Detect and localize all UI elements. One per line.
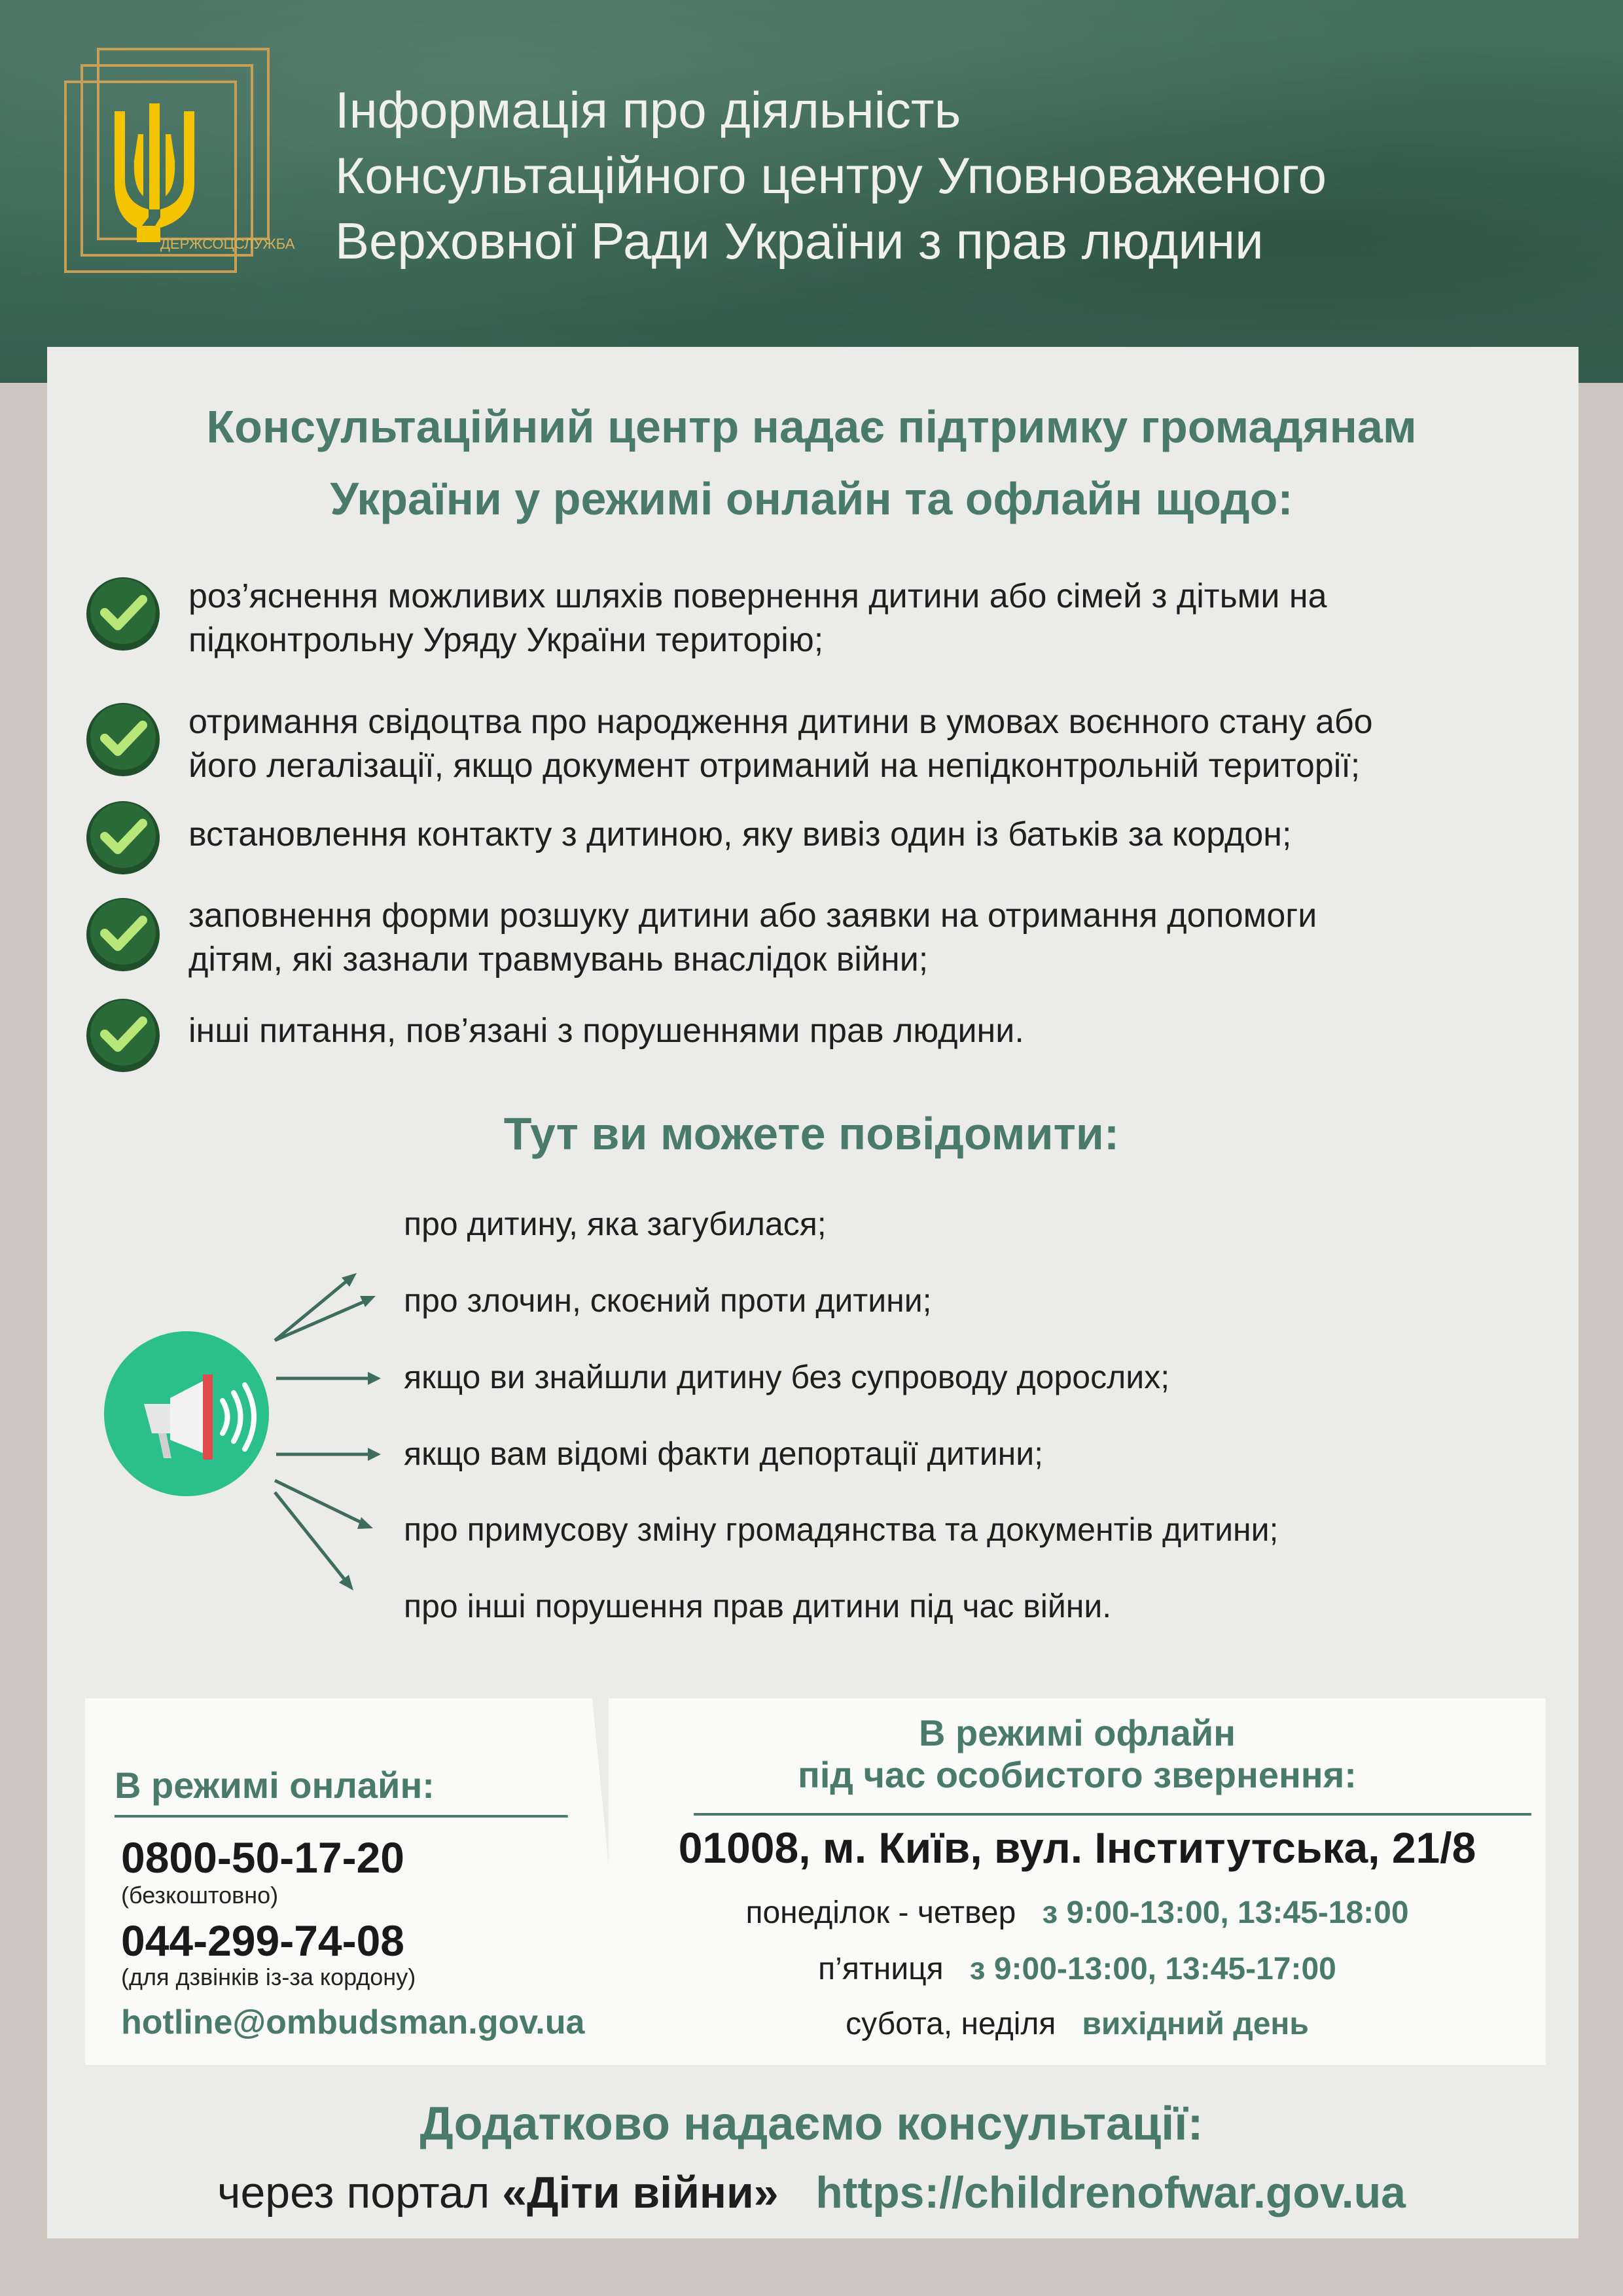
checkmark-icon xyxy=(85,798,161,874)
online-panel xyxy=(85,1698,592,2065)
schedule-row xyxy=(609,1895,1546,1931)
support-item-line: підконтрольну Уряду України територію; xyxy=(188,621,824,659)
report-item: про дитину, яка загубилася; xyxy=(404,1206,827,1242)
phone-free-note: (безкоштовно) xyxy=(121,1882,279,1909)
offline-divider xyxy=(694,1813,1531,1816)
email-link[interactable]: hotline@ombudsman.gov.ua xyxy=(121,2003,585,2041)
report-item: якщо ви знайшли дитину без супроводу дорослих; xyxy=(404,1359,1170,1395)
portal-prefix: через портал xyxy=(217,2168,490,2217)
offline-title-line: під час особистого звернення: xyxy=(798,1754,1357,1795)
header-title-line: Консультаційного центру Уповноваженого xyxy=(335,147,1327,204)
report-title: Тут ви можете повідомити: xyxy=(503,1108,1120,1159)
support-item-line: його легалізації, якщо документ отриманий на непідконтрольній території; xyxy=(188,747,1361,785)
report-item: про інші порушення прав дитини під час війни. xyxy=(404,1588,1112,1624)
support-item-line: роз’яснення можливих шляхів повернення дитини або сімей з дітьми на xyxy=(188,577,1327,615)
schedule-hours: з 9:00-13:00, 13:45-17:00 xyxy=(969,1952,1336,1986)
report-item: якщо вам відомі факти депортації дитини; xyxy=(404,1435,1044,1472)
address: 01008, м. Київ, вул. Інститутська, 21/8 xyxy=(678,1823,1476,1872)
checkmark-icon xyxy=(85,895,161,971)
schedule-days: субота, неділя xyxy=(846,2007,1056,2041)
support-item-line: заповнення форми розшуку дитини або заявки на отримання допомоги xyxy=(188,897,1317,935)
checkmark-icon xyxy=(85,575,161,651)
schedule-hours: з 9:00-13:00, 13:45-18:00 xyxy=(1042,1895,1409,1930)
offline-panel xyxy=(609,1698,1546,2065)
online-divider xyxy=(115,1815,573,1818)
checkmark-icon xyxy=(85,700,161,776)
support-title-line-2: України у режимі онлайн та офлайн щодо: xyxy=(330,473,1293,524)
support-item-line: інші питання, пов’язані з порушеннями прав людини. xyxy=(188,1012,1024,1050)
trident-emblem-icon xyxy=(62,46,311,295)
report-item: про злочин, скоєний проти дитини; xyxy=(404,1282,932,1319)
phone-free[interactable]: 0800-50-17-20 xyxy=(121,1833,404,1882)
support-item-line: дітям, які зазнали травмувань внаслідок війни; xyxy=(188,941,929,978)
schedule-row xyxy=(609,2006,1546,2042)
phone-abroad-note: (для дзвінків із-за кордону) xyxy=(121,1964,416,1990)
phone-abroad[interactable]: 044-299-74-08 xyxy=(121,1916,404,1965)
schedule-row xyxy=(609,1951,1546,1987)
header-title-line: Верховної Ради України з прав людини xyxy=(335,212,1264,270)
checkmark-icon xyxy=(85,996,161,1072)
support-item-line: отримання свідоцтва про народження дитини в умовах воєнного стану або xyxy=(188,703,1373,741)
megaphone-icon xyxy=(104,1331,269,1496)
support-title-line-1: Консультаційний центр надає підтримку громадянам xyxy=(206,401,1417,452)
schedule-days: понеділок - четвер xyxy=(745,1895,1016,1930)
support-item-line: встановлення контакту з дитиною, яку вивіз один із батьків за кордон; xyxy=(188,816,1292,853)
header-title xyxy=(335,77,1578,274)
portal-line xyxy=(0,2163,1623,2222)
online-title: В режимі онлайн: xyxy=(115,1765,435,1806)
header-title-line: Інформація про діяльність xyxy=(335,81,961,139)
offline-title-line: В режимі офлайн xyxy=(918,1712,1236,1753)
megaphone-graphic xyxy=(98,1217,399,1610)
schedule-hours: вихідний день xyxy=(1082,2007,1309,2041)
portal-url[interactable]: https://childrenofwar.gov.ua xyxy=(815,2168,1406,2217)
schedule-days: п’ятниця xyxy=(818,1952,944,1986)
additional-title: Додатково надаємо консультації: xyxy=(419,2098,1204,2150)
portal-name: «Діти війни» xyxy=(502,2168,779,2217)
report-item: про примусову зміну громадянства та документів дитини; xyxy=(404,1511,1279,1548)
svg-text:ДЕРЖСОЦСЛУЖБА: ДЕРЖСОЦСЛУЖБА xyxy=(160,236,295,252)
header-banner xyxy=(0,0,1623,383)
